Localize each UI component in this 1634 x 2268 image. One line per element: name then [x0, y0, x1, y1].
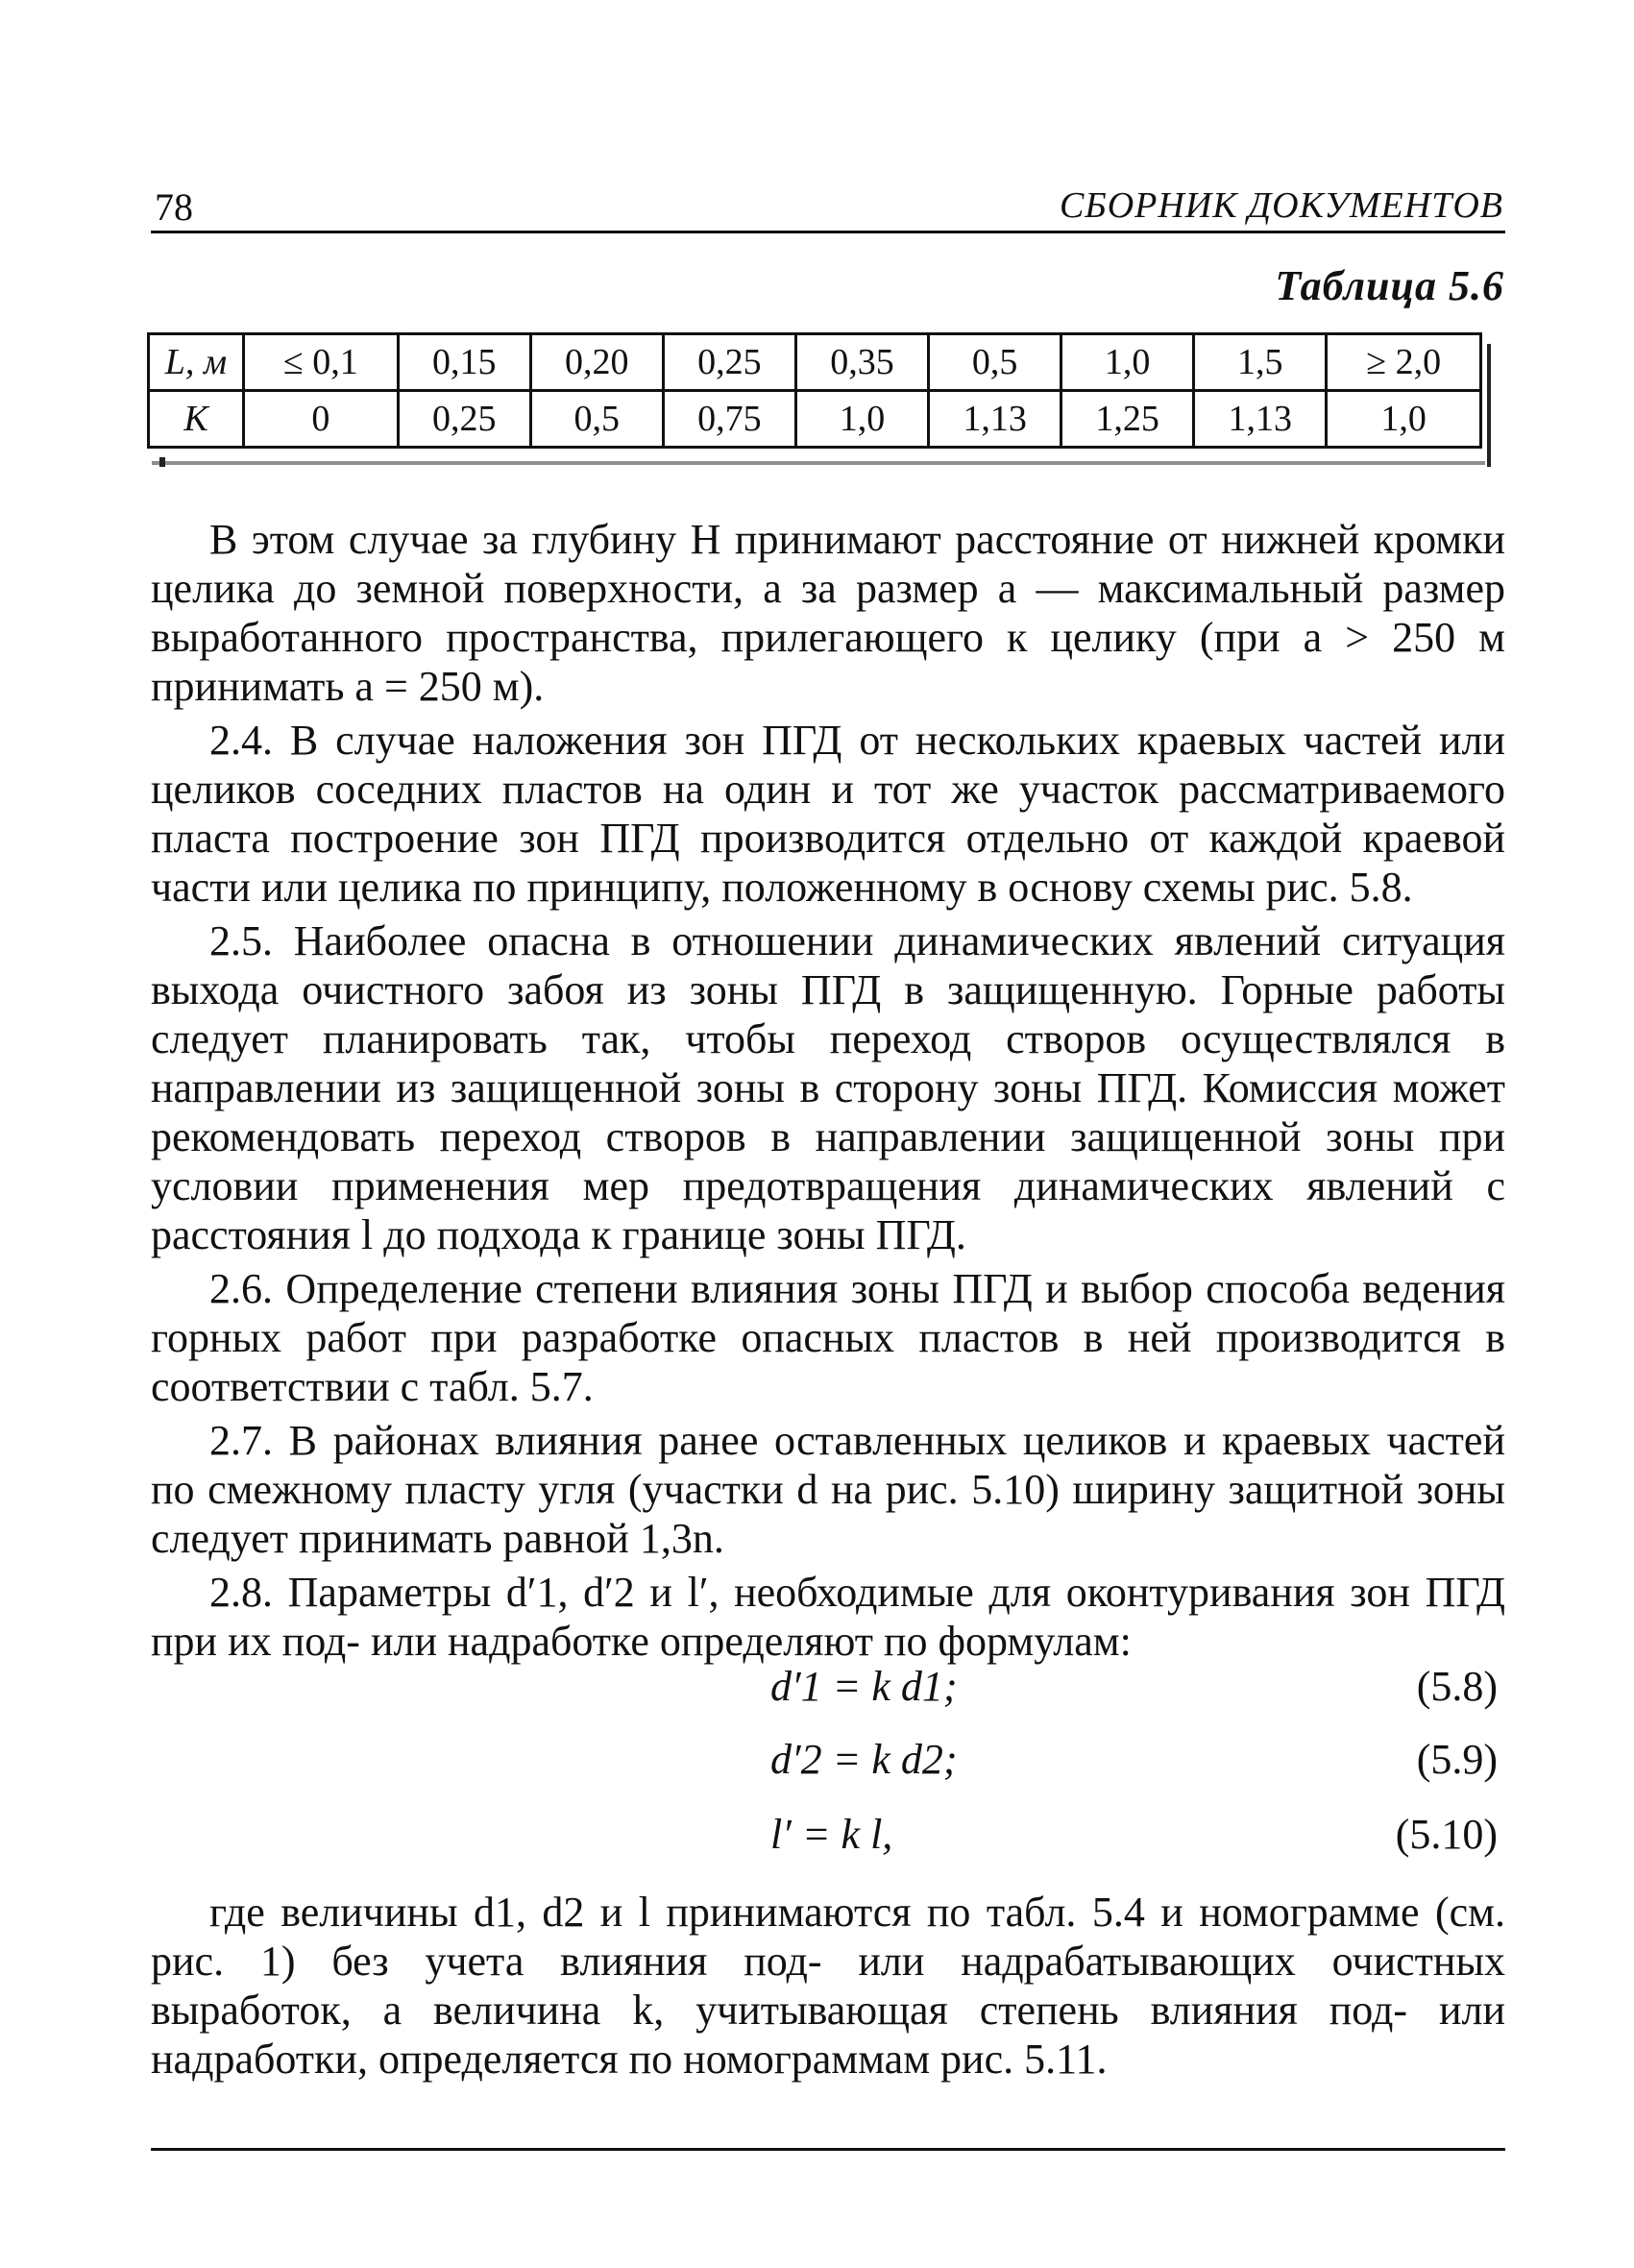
paragraph: где величины d1, d2 и l принимаются по табл. 5.4 и номограмме (см. рис. 1) без учета влияния под- или надрабатывающих очистных выработок, а величина k, учитывающая степень влияния под- или надработки, определяется по номограммам рис. 5.11. [151, 1889, 1505, 2083]
formula-expression: d′1 = k d1; [770, 1663, 958, 1710]
table-cell: 1,13 [929, 391, 1061, 448]
table-cell: 0,20 [530, 334, 663, 391]
table-cell: 1,0 [1327, 391, 1481, 448]
table-cell: 0 [244, 391, 399, 448]
paragraph: 2.8. Параметры d′1, d′2 и l′, необходимые для оконтуривания зон ПГД при их под- или надработке определяют по формулам: [151, 1569, 1505, 1665]
table-cell: 0,15 [398, 334, 530, 391]
table-cell: ≥ 2,0 [1327, 334, 1481, 391]
table-row [149, 334, 1481, 391]
coefficient-table [147, 332, 1482, 449]
paragraph: 2.6. Определение степени влияния зоны ПГД и выбор способа ведения горных работ при разработке опасных пластов в ней производится в соответствии с табл. 5.7. [151, 1265, 1505, 1410]
table-caption: Таблица 5.6 [1275, 262, 1504, 309]
table-row [149, 391, 1481, 448]
paragraph: В этом случае за глубину Н принимают расстояние от нижней кромки целика до земной поверхности, а за размер а — максимальный размер выработанного пространства, прилегающего к целику (при а > 250 м принимать а = 250 м). [151, 516, 1505, 710]
body-text-continued [151, 1888, 1505, 2084]
table-cell: 1,13 [1194, 391, 1327, 448]
table-cell: 0,75 [663, 391, 795, 448]
paragraph: 2.7. В районах влияния ранее оставленных целиков и краевых частей по смежному пласту угля (участки d на рис. 5.10) ширину защитной зоны следует принимать равной 1,3n. [151, 1417, 1505, 1562]
paragraph: 2.5. Наиболее опасна в отношении динамических явлений ситуация выхода очистного забоя из зоны ПГД в защищенную. Горные работы следует планировать так, чтобы переход створов осуществлялся в направлении из защищенной зоны в сторону зоны ПГД. Комиссия может рекомендовать переход створов в направлении защищенной зоны при условии применения мер предотвращения динамических явлений с расстояния l до подхода к границе зоны ПГД. [151, 917, 1505, 1258]
scan-tick-mark [159, 457, 165, 467]
table-cell: ≤ 0,1 [244, 334, 399, 391]
running-title: СБОРНИК ДОКУМЕНТОВ [1059, 185, 1503, 226]
table-cell: 1,0 [795, 391, 928, 448]
table-cell: 1,25 [1061, 391, 1194, 448]
table-cell: 0,35 [795, 334, 928, 391]
formula-number: (5.10) [1395, 1811, 1498, 1858]
page-number: 78 [155, 185, 193, 229]
table-cell: 0,5 [929, 334, 1061, 391]
table-cell: 1,5 [1194, 334, 1327, 391]
table-cell: 0,5 [530, 391, 663, 448]
formula [151, 1810, 1505, 1867]
table-cell: L, м [149, 334, 244, 391]
table-cell: 0,25 [663, 334, 795, 391]
scan-shadow-line [152, 461, 1485, 465]
scan-edge-mark [1487, 344, 1491, 467]
formula [151, 1662, 1505, 1719]
paragraph: 2.4. В случае наложения зон ПГД от нескольких краевых частей или целиков соседних пластов на один и тот же участок рассматриваемого пласта построение зон ПГД производится отдельно от каждой краевой части или целика по принципу, положенному в основу схемы рис. 5.8. [151, 717, 1505, 911]
formula [151, 1735, 1505, 1792]
table-cell: K [149, 391, 244, 448]
formula-number: (5.8) [1416, 1663, 1498, 1710]
body-text [151, 515, 1505, 1671]
formula-expression: l′ = k l, [770, 1811, 893, 1858]
table-cell: 1,0 [1061, 334, 1194, 391]
page-header [151, 181, 1505, 233]
table-cell: 0,25 [398, 391, 530, 448]
footer-rule [151, 2148, 1505, 2151]
formula-expression: d′2 = k d2; [770, 1736, 958, 1783]
formula-number: (5.9) [1416, 1736, 1498, 1783]
